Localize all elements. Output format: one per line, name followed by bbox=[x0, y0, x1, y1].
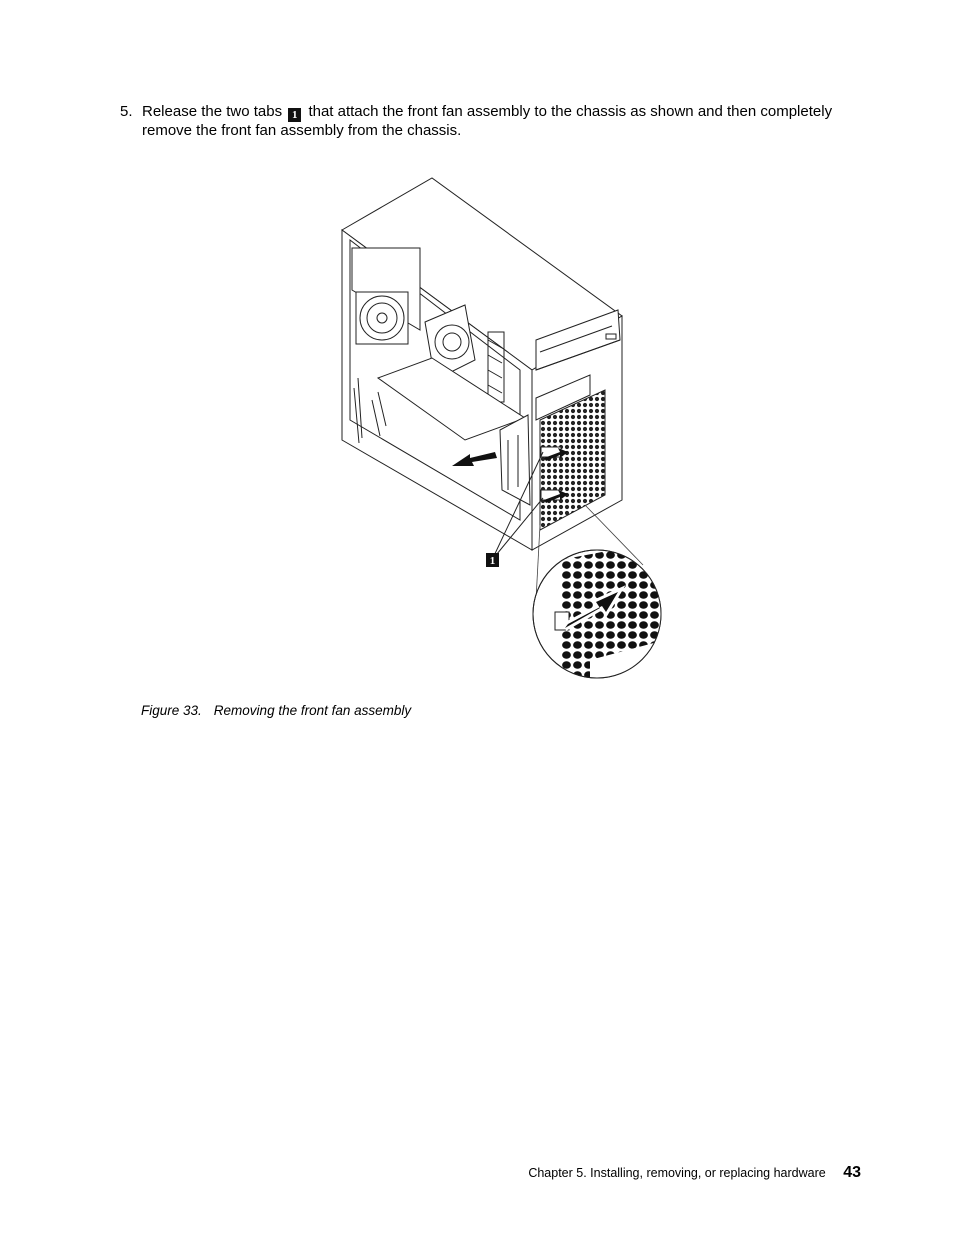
step-text-before: Release the two tabs bbox=[142, 103, 283, 120]
caption-label: Figure 33. bbox=[141, 703, 202, 718]
step-5 bbox=[120, 103, 870, 140]
chassis-illustration bbox=[300, 170, 680, 690]
step-number: 5. bbox=[120, 103, 133, 120]
caption-title: Removing the front fan assembly bbox=[213, 703, 412, 718]
page-footer bbox=[528, 1164, 861, 1182]
step-text-after: that attach the front fan assembly to the chassis as shown and then completely remove the front fan assembly from the chassis. bbox=[142, 103, 833, 139]
chapter-title: Chapter 5. Installing, removing, or replacing hardware bbox=[528, 1166, 826, 1180]
figure-caption bbox=[141, 703, 411, 718]
figure-callout-label: 1 bbox=[489, 555, 496, 567]
callout-badge-inline: 1 bbox=[288, 108, 301, 122]
step-text bbox=[142, 103, 870, 140]
zoom-detail bbox=[533, 540, 665, 690]
page-number: 43 bbox=[843, 1164, 861, 1181]
